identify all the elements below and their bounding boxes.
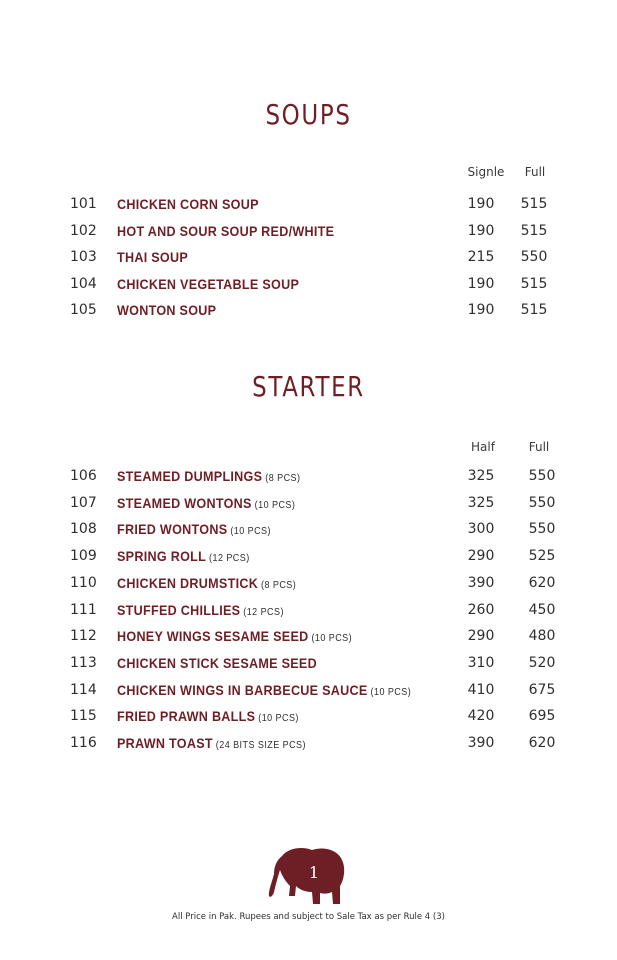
soups-col-full-header: Full xyxy=(524,165,546,179)
menu-item-row xyxy=(0,223,617,249)
item-name-text: CHICKEN DRUMSTICK xyxy=(117,574,259,591)
item-number: 113 xyxy=(70,654,97,671)
price-full: 550 xyxy=(528,494,556,511)
item-name xyxy=(117,223,334,239)
menu-item-row xyxy=(0,628,617,654)
item-number: 108 xyxy=(70,521,97,538)
menu-item-row xyxy=(0,708,617,734)
page-number: 1 xyxy=(308,863,320,882)
price-full: 550 xyxy=(520,249,548,265)
item-number: 116 xyxy=(70,735,97,751)
price-full: 620 xyxy=(528,574,556,591)
item-number: 104 xyxy=(70,275,97,292)
item-pieces: (10 PCS) xyxy=(251,499,296,511)
price-full: 695 xyxy=(528,708,556,725)
item-name xyxy=(117,495,295,511)
price-first: 300 xyxy=(467,521,495,538)
item-name xyxy=(117,276,299,292)
price-full: 520 xyxy=(528,654,556,671)
price-first: 410 xyxy=(467,681,495,698)
item-pieces: (10 PCS) xyxy=(227,526,271,538)
item-pieces: (8 PCS) xyxy=(258,579,297,591)
item-number: 107 xyxy=(70,494,97,511)
item-number: 111 xyxy=(70,601,97,618)
item-pieces: (10 PCS) xyxy=(308,633,353,645)
price-first: 190 xyxy=(467,275,495,292)
item-name xyxy=(117,196,259,212)
item-name-text: FRIED WONTONS xyxy=(117,521,228,538)
menu-item-row xyxy=(0,735,617,761)
menu-item-row xyxy=(0,468,617,494)
item-name xyxy=(117,708,299,724)
price-full: 525 xyxy=(528,548,556,565)
price-full: 515 xyxy=(520,196,548,212)
soups-col-single-header: Signle xyxy=(467,165,505,179)
item-name xyxy=(117,602,284,618)
price-full: 620 xyxy=(528,735,556,751)
menu-item-row xyxy=(0,575,617,601)
item-name-text: CHICKEN VEGETABLE SOUP xyxy=(117,275,300,292)
item-number: 115 xyxy=(70,708,97,725)
menu-item-row xyxy=(0,655,617,681)
price-first: 420 xyxy=(467,708,495,725)
price-full: 550 xyxy=(528,521,556,538)
menu-item-row xyxy=(0,276,617,302)
item-name xyxy=(117,682,411,698)
item-name-text: CHICKEN WINGS IN BARBECUE SAUCE xyxy=(117,681,368,698)
item-pieces: (24 BITS SIZE PCS) xyxy=(212,740,306,751)
price-full: 515 xyxy=(520,222,548,239)
price-first: 190 xyxy=(467,222,495,239)
item-pieces: (10 PCS) xyxy=(367,686,412,698)
item-number: 109 xyxy=(70,548,97,565)
menu-item-row xyxy=(0,249,617,275)
elephant-icon xyxy=(268,846,348,908)
price-first: 215 xyxy=(467,249,495,265)
item-name-text: THAI SOUP xyxy=(117,249,189,265)
item-pieces: (12 PCS) xyxy=(206,553,250,565)
item-name-text: SPRING ROLL xyxy=(117,548,207,565)
item-number: 102 xyxy=(70,222,97,239)
item-pieces: (8 PCS) xyxy=(262,473,301,484)
price-first: 310 xyxy=(467,654,495,671)
menu-item-row xyxy=(0,495,617,521)
item-name xyxy=(117,249,188,265)
menu-item-row xyxy=(0,521,617,547)
footer-note: All Price in Pak. Rupees and subject to Sale Tax as per Rule 4 (3) xyxy=(172,912,445,922)
price-first: 260 xyxy=(467,601,495,618)
item-name xyxy=(117,521,271,537)
item-name-text: WONTON SOUP xyxy=(117,302,217,318)
menu-item-row xyxy=(0,196,617,222)
item-name xyxy=(117,735,306,751)
item-number: 110 xyxy=(70,574,97,591)
item-number: 112 xyxy=(70,628,97,645)
starter-col-half-header: Half xyxy=(471,440,495,454)
item-name-text: HONEY WINGS SESAME SEED xyxy=(117,628,309,645)
price-first: 390 xyxy=(467,574,495,591)
price-full: 480 xyxy=(528,628,556,645)
item-name-text: FRIED PRAWN BALLS xyxy=(117,708,256,725)
menu-item-row xyxy=(0,548,617,574)
section-title-soups: SOUPS xyxy=(265,98,352,131)
item-name xyxy=(117,468,300,484)
price-first: 290 xyxy=(467,628,495,645)
item-name-text: HOT AND SOUR SOUP RED/WHITE xyxy=(117,222,335,239)
item-number: 106 xyxy=(70,468,97,484)
menu-item-row xyxy=(0,602,617,628)
item-number: 103 xyxy=(70,249,97,265)
price-full: 450 xyxy=(528,601,556,618)
price-first: 190 xyxy=(467,196,495,212)
item-number: 105 xyxy=(70,302,97,318)
item-name-text: CHICKEN STICK SESAME SEED xyxy=(117,654,317,671)
price-first: 325 xyxy=(467,494,495,511)
price-first: 325 xyxy=(467,468,495,484)
item-name-text: PRAWN TOAST xyxy=(117,735,213,751)
menu-item-row xyxy=(0,302,617,328)
item-name xyxy=(117,302,216,318)
item-name-text: STEAMED WONTONS xyxy=(117,494,252,511)
item-name-text: STUFFED CHILLIES xyxy=(117,601,241,618)
price-first: 190 xyxy=(467,302,495,318)
item-number: 101 xyxy=(70,196,97,212)
item-name-text: STEAMED DUMPLINGS xyxy=(117,468,263,484)
price-full: 675 xyxy=(528,681,556,698)
section-title-starter: STARTER xyxy=(252,370,365,403)
menu-item-row xyxy=(0,682,617,708)
price-full: 515 xyxy=(520,302,548,318)
item-name xyxy=(117,628,352,644)
price-full: 550 xyxy=(528,468,556,484)
item-name-text: CHICKEN CORN SOUP xyxy=(117,196,259,212)
item-name xyxy=(117,575,296,591)
item-number: 114 xyxy=(70,681,97,698)
price-full: 515 xyxy=(520,275,548,292)
price-first: 290 xyxy=(467,548,495,565)
item-name xyxy=(117,548,250,564)
item-pieces: (12 PCS) xyxy=(240,606,284,618)
item-name xyxy=(117,655,317,671)
price-first: 390 xyxy=(467,735,495,751)
item-pieces: (10 PCS) xyxy=(255,713,299,725)
starter-col-full-header: Full xyxy=(528,440,550,454)
